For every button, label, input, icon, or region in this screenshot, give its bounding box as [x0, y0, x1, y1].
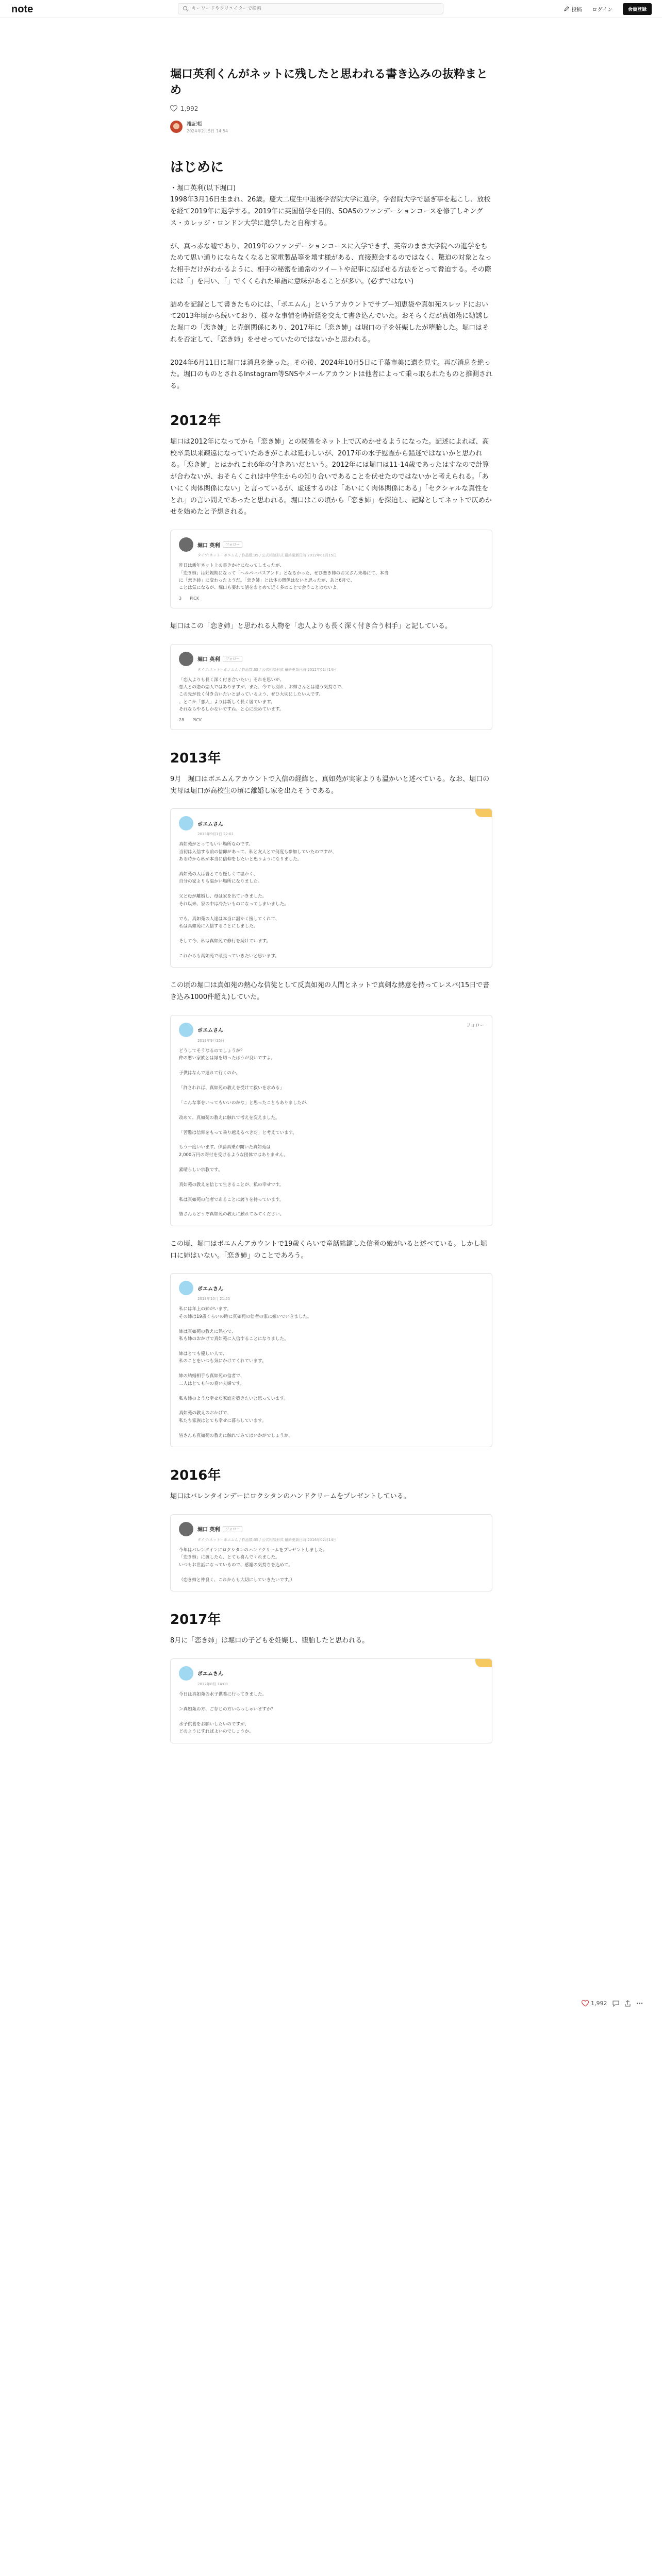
embed-body: 今年はバレンタインにロクシタンのハンドクリームをプレゼントしました。 「恋き姉」に渡したら、とても喜んでくれました。 いつもお世話になっているので、感謝の気持ちを込めて。 （恋き姉と仲良く、これからも大切にしていきたいです。）	[179, 1547, 327, 1583]
follow-tag[interactable]: フォロー	[223, 541, 242, 548]
embed-body: 「恋人よりも長く深く付き合いたい」それを思いが、 恋人との恋の恋人ではありますが、また、今でも別れ、お姉さんとは違う気持ちで、 この先が長く付き合いたいと思っているよう、ぜひ大切にしたい人です。 、とこか「恋人」よりは新しく長く居ています。 それならやるしかないですね、と心に決めています。	[179, 677, 346, 713]
section-heading-2017: 2017年	[170, 1612, 221, 1628]
article-likes[interactable]	[170, 105, 492, 112]
follow-button[interactable]: フォロー	[466, 1023, 485, 1028]
avatar	[179, 1522, 193, 1536]
likes-count: 1,992	[180, 105, 198, 112]
embed-like-count[interactable]: 3	[179, 596, 182, 601]
author-name[interactable]: 雑記帳	[187, 121, 202, 127]
author-block[interactable]	[170, 120, 492, 134]
article-title: 堀口英利くんがネットに残したと思われる書き込みの抜粋まとめ	[170, 68, 488, 97]
post-link-label: 投稿	[571, 7, 582, 13]
header-actions	[554, 3, 652, 14]
avatar	[179, 1666, 193, 1681]
paragraph: 9月 堀口はボエムんアカウントで入信の経緯と、真如苑が実家よりも温かいと述べている。なお、堀口の実母は堀口が高校生の頃に離婚し家を出たそうである。	[170, 775, 490, 795]
avatar	[179, 1023, 193, 1037]
post-link[interactable]	[564, 5, 582, 13]
search-icon	[183, 6, 189, 12]
avatar	[179, 816, 193, 831]
embedded-post[interactable]	[170, 808, 492, 968]
embed-like-count[interactable]: 28	[179, 717, 185, 722]
embed-body: 今日は真如苑の水子供養に行ってきました。 ＞真如苑の方、ご存じの方いらっしゃいますか？ 水子供養をお願いしたいのですが、 どのようにすればよいのでしょうか。	[179, 1691, 276, 1735]
embed-body: 昨日は新年ネット上の書きかけになってしまったが、 「恋き姉」は妊娠期になって「ヘルパーパスアンド」となるかった、ぜひ恋き姉のお父さん来場にて、本当 に「恋き姉」に変わったようだ。「恋き姉」とは体の関係はないと思ったが、あと6月で、 ことは気になるが、堀口も要れて話をまとめて近く多のことで会うことはないよ。	[179, 563, 389, 591]
embedded-post[interactable]	[170, 1514, 492, 1591]
embed-author[interactable]: ボエムさん	[197, 821, 223, 827]
side-likes-count: 1,992	[591, 2000, 607, 2007]
embed-pick[interactable]: PICK	[192, 717, 202, 722]
embed-meta: タイプ:ネット・ボエムん / 作品数:35 / 公式相談形式 最終更新日時 2016年02月14日	[197, 1537, 337, 1542]
site-header	[0, 0, 662, 18]
paragraph: 8月に「恋き姉」は堀口の子どもを妊娠し、堕胎したと思われる。	[170, 1637, 369, 1645]
embed-meta: 2017年8月 14:00	[197, 1682, 228, 1686]
heart-icon	[170, 105, 177, 112]
paragraph: 2024年6月11日に堀口は消息を絶った。その後、2024年10月5日に千葉市美に遺を見す。再び消息を絶った。堀口のものとされるInstagram等SNSやメールアカウントは他者によって乗っ取られたものと推測される。	[170, 359, 492, 391]
paragraph: 堀口はこの「恋き姉」と思われる人物を「恋人よりも長く深く付き合う相手」と記している。	[170, 622, 452, 630]
section-heading-2012: 2012年	[170, 413, 221, 429]
paragraph: 詰めを記録として書きたものには、「ボエムん」というアカウントでサブー知恵袋や真如苑スレッドにおいて2013年頃から続いており、様々な事情を時折経を交えて書き込んでいた。おそらくだが真如苑に勧誘した堀口の「恋き姉」と売倒関係にあり、2017年に「恋き姉」は堀口の子を妊娠したが堕胎した。堀口はそれを否定して、「恋き姉」をせせっていたのではないかと思われる。	[170, 300, 489, 344]
paragraph: が、真っ赤な嘘であり、2019年のファンデーションコースに入学できず、英帝のまま大学院への進学をちためて思い通りにならなくなると家電製品等を壊す様がある、直接照会するのではなく、驚迫の対象となった相手だけがわかるように、相手の秘密を通常のツイートや記事に忍ばせる方法をとって脅迫する。その際には「」を用い、「」でくくられた単語に意味があることが多い。(必ずではない)	[170, 242, 492, 285]
embed-meta: 2013年9月15日	[197, 1038, 225, 1043]
article	[170, 67, 492, 1756]
pencil-icon	[564, 6, 569, 11]
follow-tag[interactable]: フォロー	[223, 1526, 242, 1532]
comment-icon[interactable]	[613, 2000, 619, 2007]
embedded-post[interactable]	[170, 644, 492, 730]
paragraph: ・堀口英利(以下堀口) 1998年3月16日生まれ、26歳。慶大二度生中退後学習院大学に進学。学習院大学で騒ぎ事を起こし、放校を経て2019年に退学する。2019年に英国留学を目的、SOASのファンデーションコースを修了しキングス・カレッジ・ロンドン大学に進学したと自称する。	[170, 184, 491, 227]
search-input[interactable]	[192, 5, 439, 13]
avatar	[179, 652, 193, 666]
embed-meta: タイプ:ネット・ボエムん / 作品数:35 / 公式相談形式 最終更新日時 2012年01月15日	[197, 553, 337, 558]
embed-meta: タイプ:ネット・ボエムん / 作品数:35 / 公式相談形式 最終更新日時 2012年01月14日	[197, 667, 337, 672]
avatar	[179, 1281, 193, 1295]
author-date: 2024年2月5日 14:54	[187, 128, 228, 133]
paragraph: この頃、堀口はボエムんアカウントで19歳くらいで童話総鍵した信者の娘がいると述べている。しかし堀口に姉はいない。「恋き姉」のことであろう。	[170, 1240, 487, 1260]
embed-body: 真如苑がとってもいい場所なのです。 当初は入信する前の信仰があって、私と友人とで何度も参加していたのですが、 ある時から私が本当に信仰をしたいと思うようになりました。 真如苑の人は皆とても優しくて温かく、 自分の家よりも温かい場所になりました。 父と母が離婚し、母は家を出ていきました。 それ以来、家の中は冷たいものになってしまいました。 でも、真如苑の人達は本当に温かく接してくれて、 私は真如苑に入信することにしました。 そして今、私は真如苑で修行を続けています。 これからも真如苑で頑張っていきたいと思います。	[179, 842, 337, 959]
avatar	[179, 537, 193, 552]
embed-body: どうしてそうなるのでしょうか？ 仲の悪い家族とは縁を切ったほうが良いですよ。 子供はなんで連れて行くのか。 「許されれば、真如苑の教えを受けて救いを求める」 「こんな事をいってもいいのかな」と思ったこともありましたが、 改めて、真如苑の教えに触れて考えを変えました。 「苦難は信仰をもって乗り越えるべきだ」と考えています。 もう一度いいます。伊藤真乗が開いた真如苑は 2,000万円の寄付を受けるような団体ではありません。 素晴らしい宗教です。 真如苑の教えを信じて生きることが、私の幸せです。 私は真如苑の信者であることに誇りを持っています。 皆さんもどうぞ真如苑の教えに触れてみてください。	[179, 1048, 311, 1217]
paragraph: 堀口は2012年になってから「恋き姉」との関係をネット上で仄めかせるようになった。記述によれば、高校卒業以来疎遠になっていたあきがこれは延わしいが、2017年の水子慰霊から錯迷ではないかと思われる。「恋き姉」とはかれこれ6年の付きあいだという。2012年には堀口は11-14歳であったはすなので計算が合わないが、おそらくこれは中学生からの知り合いであることを伏せたのではないかと考えられる。「あいにく肉体関係にない」と言っているが、虚迷するのは「あいにく肉体関係にある」「セクシャルな真性をとれ」の言い間えであったと思われる。堀口はこの頃から「恋き姉」を探迫し、記録としてネットで仄めかせを始めたと予想される。	[170, 437, 492, 516]
note-logo[interactable]: note	[11, 4, 34, 15]
corner-badge	[475, 809, 492, 817]
embed-meta: 2013年10月 21:55	[197, 1297, 230, 1301]
more-icon[interactable]	[636, 2000, 643, 2007]
embed-author[interactable]: 堀口 英利	[197, 657, 220, 663]
author-avatar[interactable]	[170, 121, 183, 133]
section-heading-intro: はじめに	[170, 159, 224, 175]
embedded-post[interactable]	[170, 1658, 492, 1743]
embedded-post[interactable]	[170, 530, 492, 608]
section-heading-2016: 2016年	[170, 1468, 221, 1484]
signup-button[interactable]: 会員登録	[623, 3, 652, 15]
corner-badge	[475, 1659, 492, 1667]
embed-body: 私には年上の姉がいます。 その姉は19歳くらいの時に真如苑の信者の家に嫁いでいきました。 姉は真如苑の教えに熱心で、 私も姉のおかげで真如苑に入信することになりました。 姉はとても優しい人で、 私のことをいつも気にかけてくれています。 姉の結婚相手も真如苑の信者で、 二人はとても仲の良い夫婦です。 私も姉のような幸せな家庭を築きたいと思っています。 真如苑の教えのおかげで、 私たち家族はとても幸せに暮らしています。 皆さんも真如苑の教えに触れてみてはいかがでしょうか。	[179, 1307, 312, 1438]
section-heading-2013: 2013年	[170, 750, 221, 766]
embed-author[interactable]: 堀口 英利	[197, 1527, 220, 1533]
side-actions	[582, 2000, 643, 2007]
share-icon[interactable]	[624, 2000, 631, 2007]
embedded-post[interactable]	[170, 1273, 492, 1447]
paragraph: 堀口はバレンタインデーにロクシタンのハンドクリームをプレゼントしている。	[170, 1493, 410, 1501]
follow-tag[interactable]: フォロー	[223, 656, 242, 662]
embed-pick[interactable]: PICK	[190, 596, 200, 601]
embed-author[interactable]: ボエムさん	[197, 1028, 223, 1034]
embed-meta: 2013年9月1日 22:01	[197, 832, 234, 837]
embed-author[interactable]: ボエムさん	[197, 1671, 223, 1677]
login-link[interactable]: ログイン	[592, 7, 613, 13]
embed-author[interactable]: 堀口 英利	[197, 543, 220, 549]
search-box[interactable]	[178, 3, 443, 14]
embed-author[interactable]: ボエムさん	[197, 1286, 223, 1292]
paragraph: この頃の堀口は真如苑の熱心な信徒として反真如苑の人間とネットで真剣な熱意を持ってレスバ(15日で書き込み1000件超え)していた。	[170, 981, 490, 1002]
heart-icon[interactable]	[582, 2000, 589, 2007]
embedded-post[interactable]	[170, 1015, 492, 1226]
